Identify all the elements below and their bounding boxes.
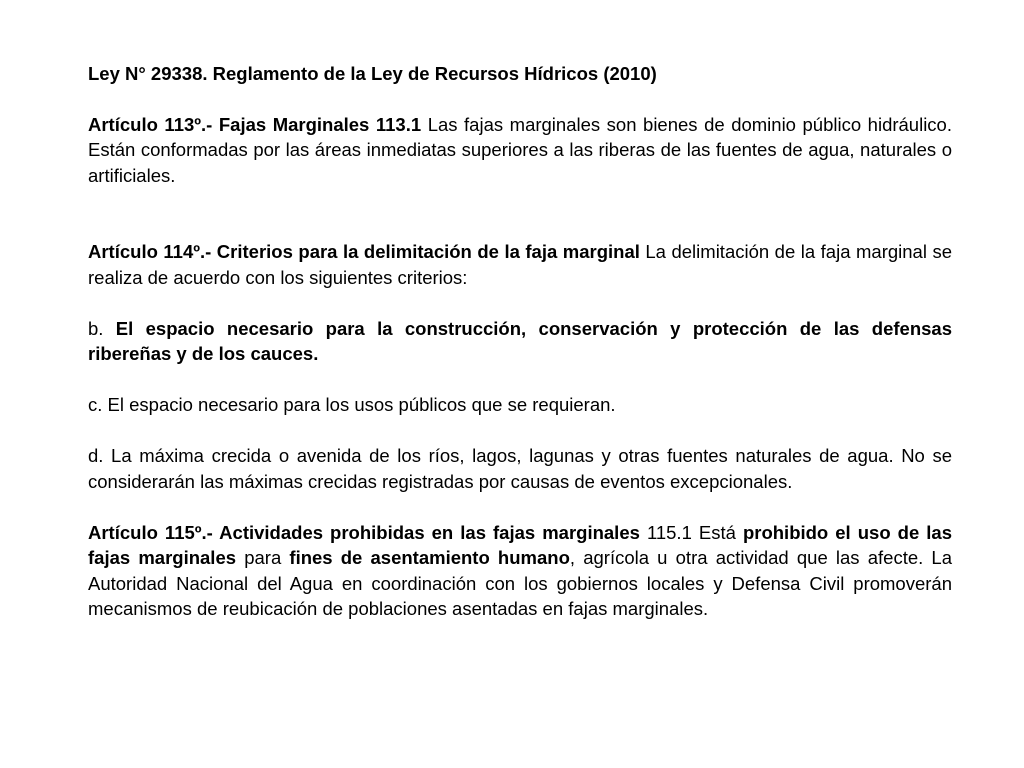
- article-114: [88, 239, 952, 290]
- article-115: [88, 520, 952, 622]
- article-115-heading: Artículo 115º.- Actividades prohibidas en las fajas marginales: [88, 521, 640, 543]
- article-114-heading: Artículo 114º.- Criterios para la delimitación de la faja marginal: [88, 241, 640, 262]
- criterion-c-text: c. El espacio necesario para los usos públicos que se requieran.: [88, 394, 616, 415]
- criterion-b-prefix: b.: [88, 317, 116, 339]
- criterion-d: [88, 443, 952, 494]
- article-113-heading: Artículo 113º.- Fajas Marginales 113.1: [88, 113, 422, 135]
- criterion-c: [88, 392, 952, 418]
- article-113-text: Las fajas marginales son bienes de dominio público hidráulico. Están conformadas por las áreas inmediatas superiores a las riberas de las fuentes de agua, naturales o artificiales.: [88, 113, 952, 186]
- article-115-text-3: , agrícola u otra actividad que las afecte. La Autoridad Nacional del Agua en coordinación con los gobiernos locales y Defensa Civil promoverán mecanismos de reubicación de poblaciones asentadas en fajas marginales.: [88, 547, 953, 619]
- article-115-bold-2: fines de asentamiento humano: [289, 547, 570, 568]
- article-115-bold-1: prohibido el uso de las fajas marginales: [88, 521, 952, 568]
- document-body: [88, 61, 952, 622]
- article-114-text: La delimitación de la faja marginal se realiza de acuerdo con los siguientes criterios:: [88, 241, 952, 288]
- criterion-d-text: d. La máxima crecida o avenida de los ríos, lagos, lagunas y otras fuentes naturales de agua. No se considerarán las máximas crecidas registradas por causas de eventos excepcionales.: [88, 445, 952, 492]
- document-title: Ley N° 29338. Reglamento de la Ley de Recursos Hídricos (2010): [88, 63, 657, 84]
- criterion-b: [88, 316, 952, 367]
- criterion-b-text: El espacio necesario para la construcción, conservación y protección de las defensas ribereñas y de los cauces.: [88, 317, 952, 364]
- article-115-text-1: 115.1 Está: [639, 521, 743, 543]
- article-115-text-2: para: [236, 547, 290, 568]
- article-113: [88, 112, 952, 189]
